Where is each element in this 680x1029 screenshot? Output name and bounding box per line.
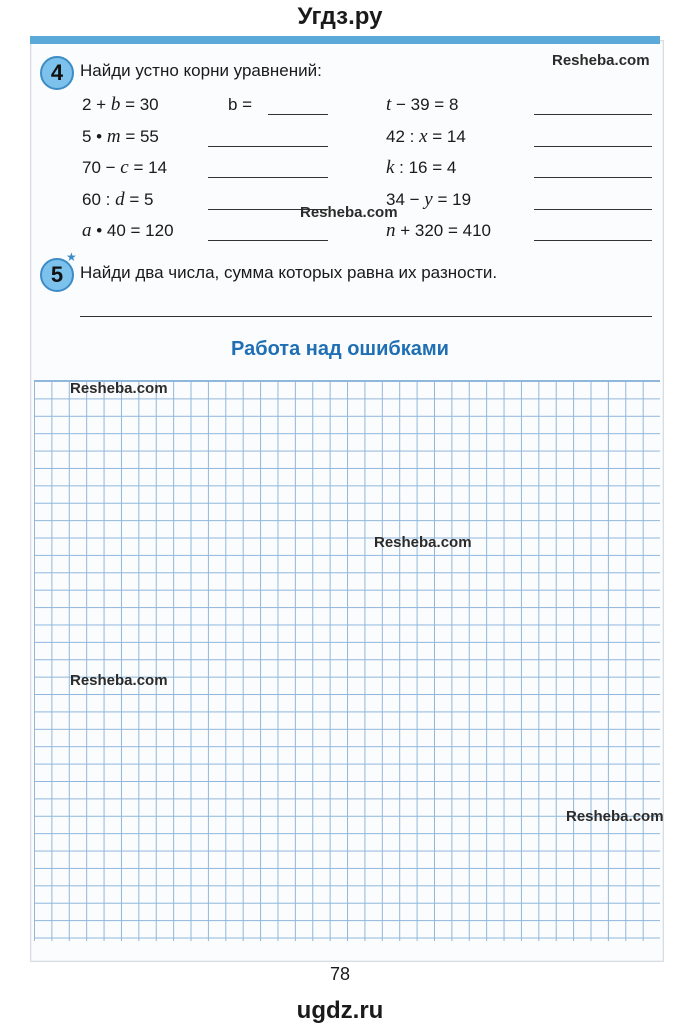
site-title: Угдз.ру	[297, 3, 383, 30]
equation-part: • 40 = 120	[91, 221, 174, 240]
equation-part: = 30	[120, 95, 159, 114]
watermark: Resheba.com	[70, 380, 168, 397]
answer-line[interactable]	[534, 240, 652, 241]
equation-part: + 320 = 410	[395, 221, 491, 240]
answer-line[interactable]	[268, 114, 328, 115]
equation-part: 42 :	[386, 126, 420, 146]
site-footer: ugdz.ru	[296, 997, 384, 1024]
equation	[386, 126, 466, 148]
equation-part: = 14	[128, 158, 168, 177]
equation-part: 2 +	[82, 95, 111, 114]
answer-line[interactable]	[534, 177, 652, 178]
answer-line[interactable]	[208, 146, 328, 147]
equation-part: = 14	[427, 126, 466, 146]
task-5-instruction: Найди два числа, сумма которых равна их разности.	[80, 263, 498, 282]
equation-variable: d	[115, 188, 125, 210]
equation	[82, 220, 174, 242]
answer-line[interactable]	[534, 146, 652, 147]
equation-part: − 39 = 8	[391, 95, 459, 114]
equation-part: 5 •	[82, 126, 107, 146]
grid-paper[interactable]	[34, 380, 660, 941]
watermark: Resheba.com	[70, 672, 168, 689]
equation	[386, 189, 471, 211]
equation	[386, 220, 491, 242]
equation-variable: m	[106, 125, 121, 147]
equation-part: 70 −	[82, 158, 121, 177]
equation-part: = 5	[124, 189, 154, 209]
page-top-band	[30, 36, 660, 44]
star-icon: ★	[66, 250, 77, 264]
equation	[386, 157, 456, 179]
page-number: 78	[329, 964, 351, 984]
answer-line[interactable]	[534, 209, 652, 210]
equation	[82, 157, 167, 179]
equation-variable: n	[386, 220, 396, 241]
answer-line[interactable]	[534, 114, 652, 115]
watermark: Resheba.com	[566, 808, 664, 825]
watermark: Resheba.com	[300, 204, 398, 221]
equation-variable: k	[386, 157, 395, 178]
answer-line[interactable]	[208, 240, 328, 241]
task-5-badge: 5	[40, 258, 74, 292]
equation-part: 60 :	[82, 189, 116, 209]
equation-variable: a	[82, 220, 92, 241]
equation	[82, 189, 153, 211]
equation-part: 34 −	[386, 189, 425, 209]
task-5-answer-line[interactable]	[80, 316, 652, 317]
equation-variable: x	[419, 125, 428, 147]
equation	[82, 94, 159, 116]
equation-variable: y	[424, 188, 433, 210]
watermark: Resheba.com	[374, 534, 472, 551]
section-title: Работа над ошибками	[231, 338, 449, 360]
answer-line[interactable]	[208, 177, 328, 178]
equation-variable: b	[110, 94, 121, 115]
task-4-instruction: Найди устно корни уравнений:	[80, 61, 322, 80]
equation-part: : 16 = 4	[394, 158, 457, 177]
equation	[386, 94, 458, 116]
equation	[82, 126, 159, 148]
task-4-badge: 4	[40, 56, 74, 90]
equation-variable: c	[120, 157, 129, 178]
equation-variable: t	[386, 94, 392, 115]
watermark: Resheba.com	[552, 52, 650, 69]
equation-part: = 55	[120, 126, 159, 146]
equation-part: = 19	[432, 189, 472, 209]
answer-prefix: b =	[228, 95, 253, 114]
